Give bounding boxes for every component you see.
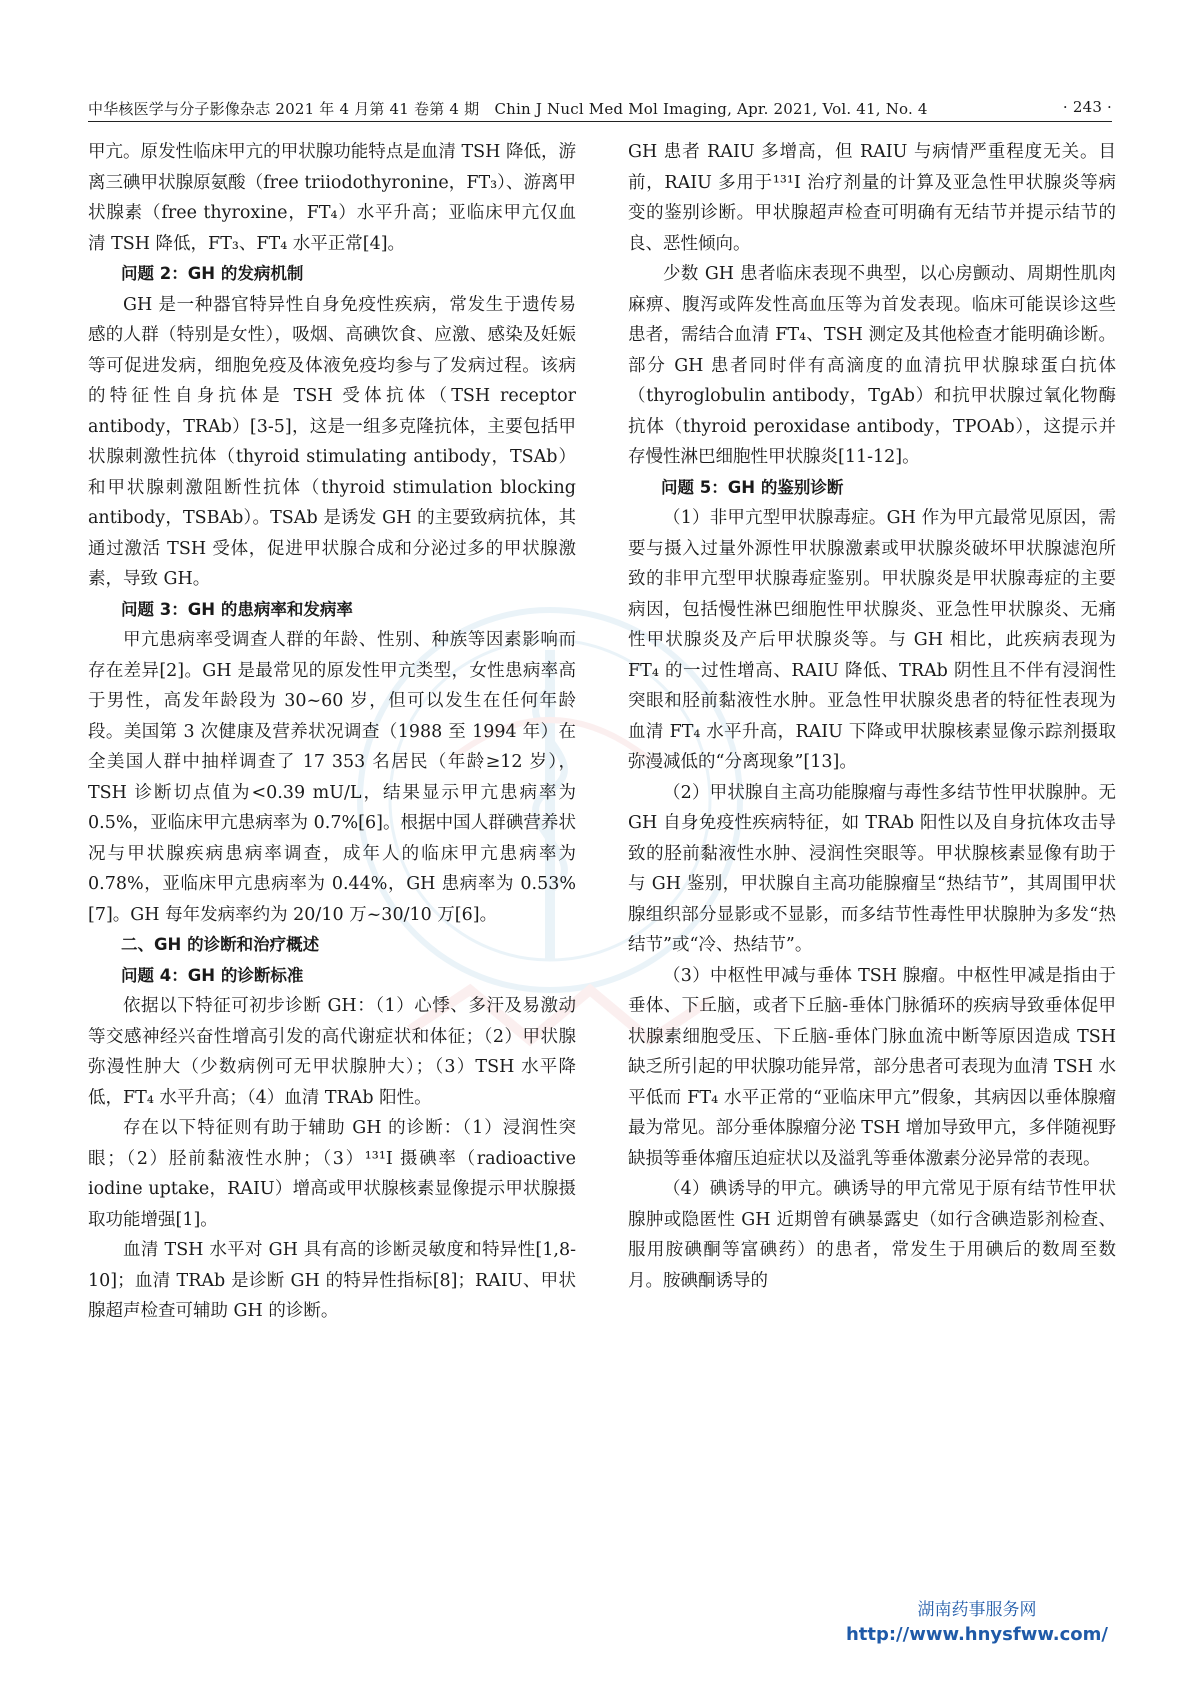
paragraph: 血清 TSH 水平对 GH 具有高的诊断灵敏度和特异性[1,8-10]；血清 TRAb 是诊断 GH 的特异性指标[8]；RAIU、甲状腺超声检查可辅助 GH 的诊断。: [88, 1240, 576, 1321]
site-branding: [846, 1598, 1108, 1648]
page-number: · 243 ·: [1062, 98, 1112, 116]
left-column: [88, 137, 576, 1327]
journal-citation: 中华核医学与分子影像杂志 2021 年 4 月第 41 卷第 4 期 Chin J Nucl Med Mol Imaging, Apr. 2021, Vol. 41, No. 4: [88, 100, 928, 118]
right-column: [628, 137, 1116, 1296]
section-heading: 问题 3：GH 的患病率和发病率: [121, 599, 353, 619]
paragraph: 甲亢患病率受调查人群的年龄、性别、种族等因素影响而存在差异[2]。GH 是最常见的原发性甲亢类型，女性患病率高于男性，高发年龄段为 30~60 岁，但可以发生在任何年龄段。美国第 3 次健康及营养状况调查（1988 至 1994 年）在全美国人群中抽样调查了 17 353 名居民（年龄≥12 岁），TSH 诊断切点值为<0.39 mU/L，结果显示甲亢患病率为 0.5%，亚临床甲亢患病率为 0.7%[6]。根据中国人群碘营养状况与甲状腺疾病患病率调查，成年人的临床甲亢患病率为 0.78%，亚临床甲亢患病率为 0.44%，GH 患病率为 0.53%[7]。GH 每年发病率约为 20/10 万~30/10 万[6]。: [88, 630, 576, 925]
section-heading: 二、GH 的诊断和治疗概述: [121, 935, 320, 954]
section-heading: 问题 2：GH 的发病机制: [121, 264, 304, 283]
paragraph: 甲亢。原发性临床甲亢的甲状腺功能特点是血清 TSH 降低，游离三碘甲状腺原氨酸（free triiodothyronine，FT₃）、游离甲状腺素（free thyroxine，FT₄）水平升高；亚临床甲亢仅血清 TSH 降低，FT₃、FT₄ 水平正常[4]。: [88, 142, 576, 254]
site-name: 湖南药事服务网: [917, 1600, 1037, 1620]
section-heading: 问题 5：GH 的鉴别诊断: [661, 477, 844, 497]
paragraph: 依据以下特征可初步诊断 GH：（1）心悸、多汗及易激动等交感神经兴奋性增高引发的高代谢症状和体征；（2）甲状腺弥漫性肿大（少数病例可无甲状腺肿大）；（3）TSH 水平降低，FT₄ 水平升高；（4）血清 TRAb 阳性。: [88, 996, 576, 1108]
paragraph: 存在以下特征则有助于辅助 GH 的诊断：（1）浸润性突眼；（2）胫前黏液性水肿；（3）¹³¹I 摄碘率（radioactive iodine uptake，RAIU）增高或甲状腺核素显像提示甲状腺摄取功能增强[1]。: [88, 1118, 576, 1230]
paragraph: GH 是一种器官特异性自身免疫性疾病，常发生于遗传易感的人群（特别是女性），吸烟、高碘饮食、应激、感染及妊娠等可促进发病，细胞免疫及体液免疫均参与了发病过程。该病的特征性自身抗体是 TSH 受体抗体（TSH receptor antibody，TRAb）[3-5]，这是一组多克隆抗体，主要包括甲状腺刺激性抗体（thyroid stimulating antibody，TSAb）和甲状腺刺激阻断性抗体（thyroid stimulation blocking antibody，TSBAb）。TSAb 是诱发 GH 的主要致病抗体，其通过激活 TSH 受体，促进甲状腺合成和分泌过多的甲状腺激素，导致 GH。: [88, 294, 576, 589]
paragraph: （1）非甲亢型甲状腺毒症。GH 作为甲亢最常见原因，需要与摄入过量外源性甲状腺激素或甲状腺炎破坏甲状腺滤泡所致的非甲亢型甲状腺毒症鉴别。甲状腺炎是甲状腺毒症的主要病因，包括慢性淋巴细胞性甲状腺炎、亚急性甲状腺炎、无痛性甲状腺炎及产后甲状腺炎等。与 GH 相比，此疾病表现为 FT₄ 的一过性增高、RAIU 降低、TRAb 阴性且不伴有浸润性突眼和胫前黏液性水肿。亚急性甲状腺炎患者的特征性表现为血清 FT₄ 水平升高，RAIU 下降或甲状腺核素显像示踪剂摄取弥漫减低的“分离现象”[13]。: [628, 508, 1116, 772]
running-header: [88, 92, 1112, 122]
paragraph: 少数 GH 患者临床表现不典型，以心房颤动、周期性肌肉麻痹、腹泻或阵发性高血压等为首发表现。临床可能误诊这些患者，需结合血清 FT₄、TSH 测定及其他检查才能明确诊断。部分 GH 患者同时伴有高滴度的血清抗甲状腺球蛋白抗体（thyroglobulin antibody，TgAb）和抗甲状腺过氧化物酶抗体（thyroid peroxidase antibody，TPOAb），这提示并存慢性淋巴细胞性甲状腺炎[11-12]。: [628, 264, 1116, 467]
header-rule: [88, 121, 1112, 122]
paragraph: （4）碘诱导的甲亢。碘诱导的甲亢常见于原有结节性甲状腺肿或隐匿性 GH 近期曾有碘暴露史（如行含碘造影剂检查、服用胺碘酮等富碘药）的患者，常发生于用碘后的数周至数月。胺碘酮诱导的: [628, 1179, 1116, 1291]
site-url-link[interactable]: http://www.hnysfww.com/: [845, 1624, 1108, 1645]
paragraph: GH 患者 RAIU 多增高，但 RAIU 与病情严重程度无关。目前，RAIU 多用于¹³¹I 治疗剂量的计算及亚急性甲状腺炎等病变的鉴别诊断。甲状腺超声检查可明确有无结节并提示结节的良、恶性倾向。: [628, 142, 1116, 254]
paragraph: （2）甲状腺自主高功能腺瘤与毒性多结节性甲状腺肿。无 GH 自身免疫性疾病特征，如 TRAb 阳性以及自身抗体攻击导致的胫前黏液性水肿、浸润性突眼等。甲状腺核素显像有助于与 GH 鉴别，甲状腺自主高功能腺瘤呈“热结节”，其周围甲状腺组织部分显影或不显影，而多结节性毒性甲状腺肿为多发“热结节”或“冷、热结节”。: [628, 782, 1116, 955]
paragraph: （3）中枢性甲减与垂体 TSH 腺瘤。中枢性甲减是指由于垂体、下丘脑，或者下丘脑-垂体门脉循环的疾病导致垂体促甲状腺素细胞受压、下丘脑-垂体门脉血流中断等原因造成 TSH 缺乏所引起的甲状腺功能异常，部分患者可表现为血清 TSH 水平低而 FT₄ 水平正常的“亚临床甲亢”假象，其病因以垂体腺瘤最为常见。部分垂体腺瘤分泌 TSH 增加导致甲亢，多伴随视野缺损等垂体瘤压迫症状以及溢乳等垂体激素分泌异常的表现。: [628, 965, 1116, 1169]
section-heading: 问题 4：GH 的诊断标准: [121, 965, 304, 985]
